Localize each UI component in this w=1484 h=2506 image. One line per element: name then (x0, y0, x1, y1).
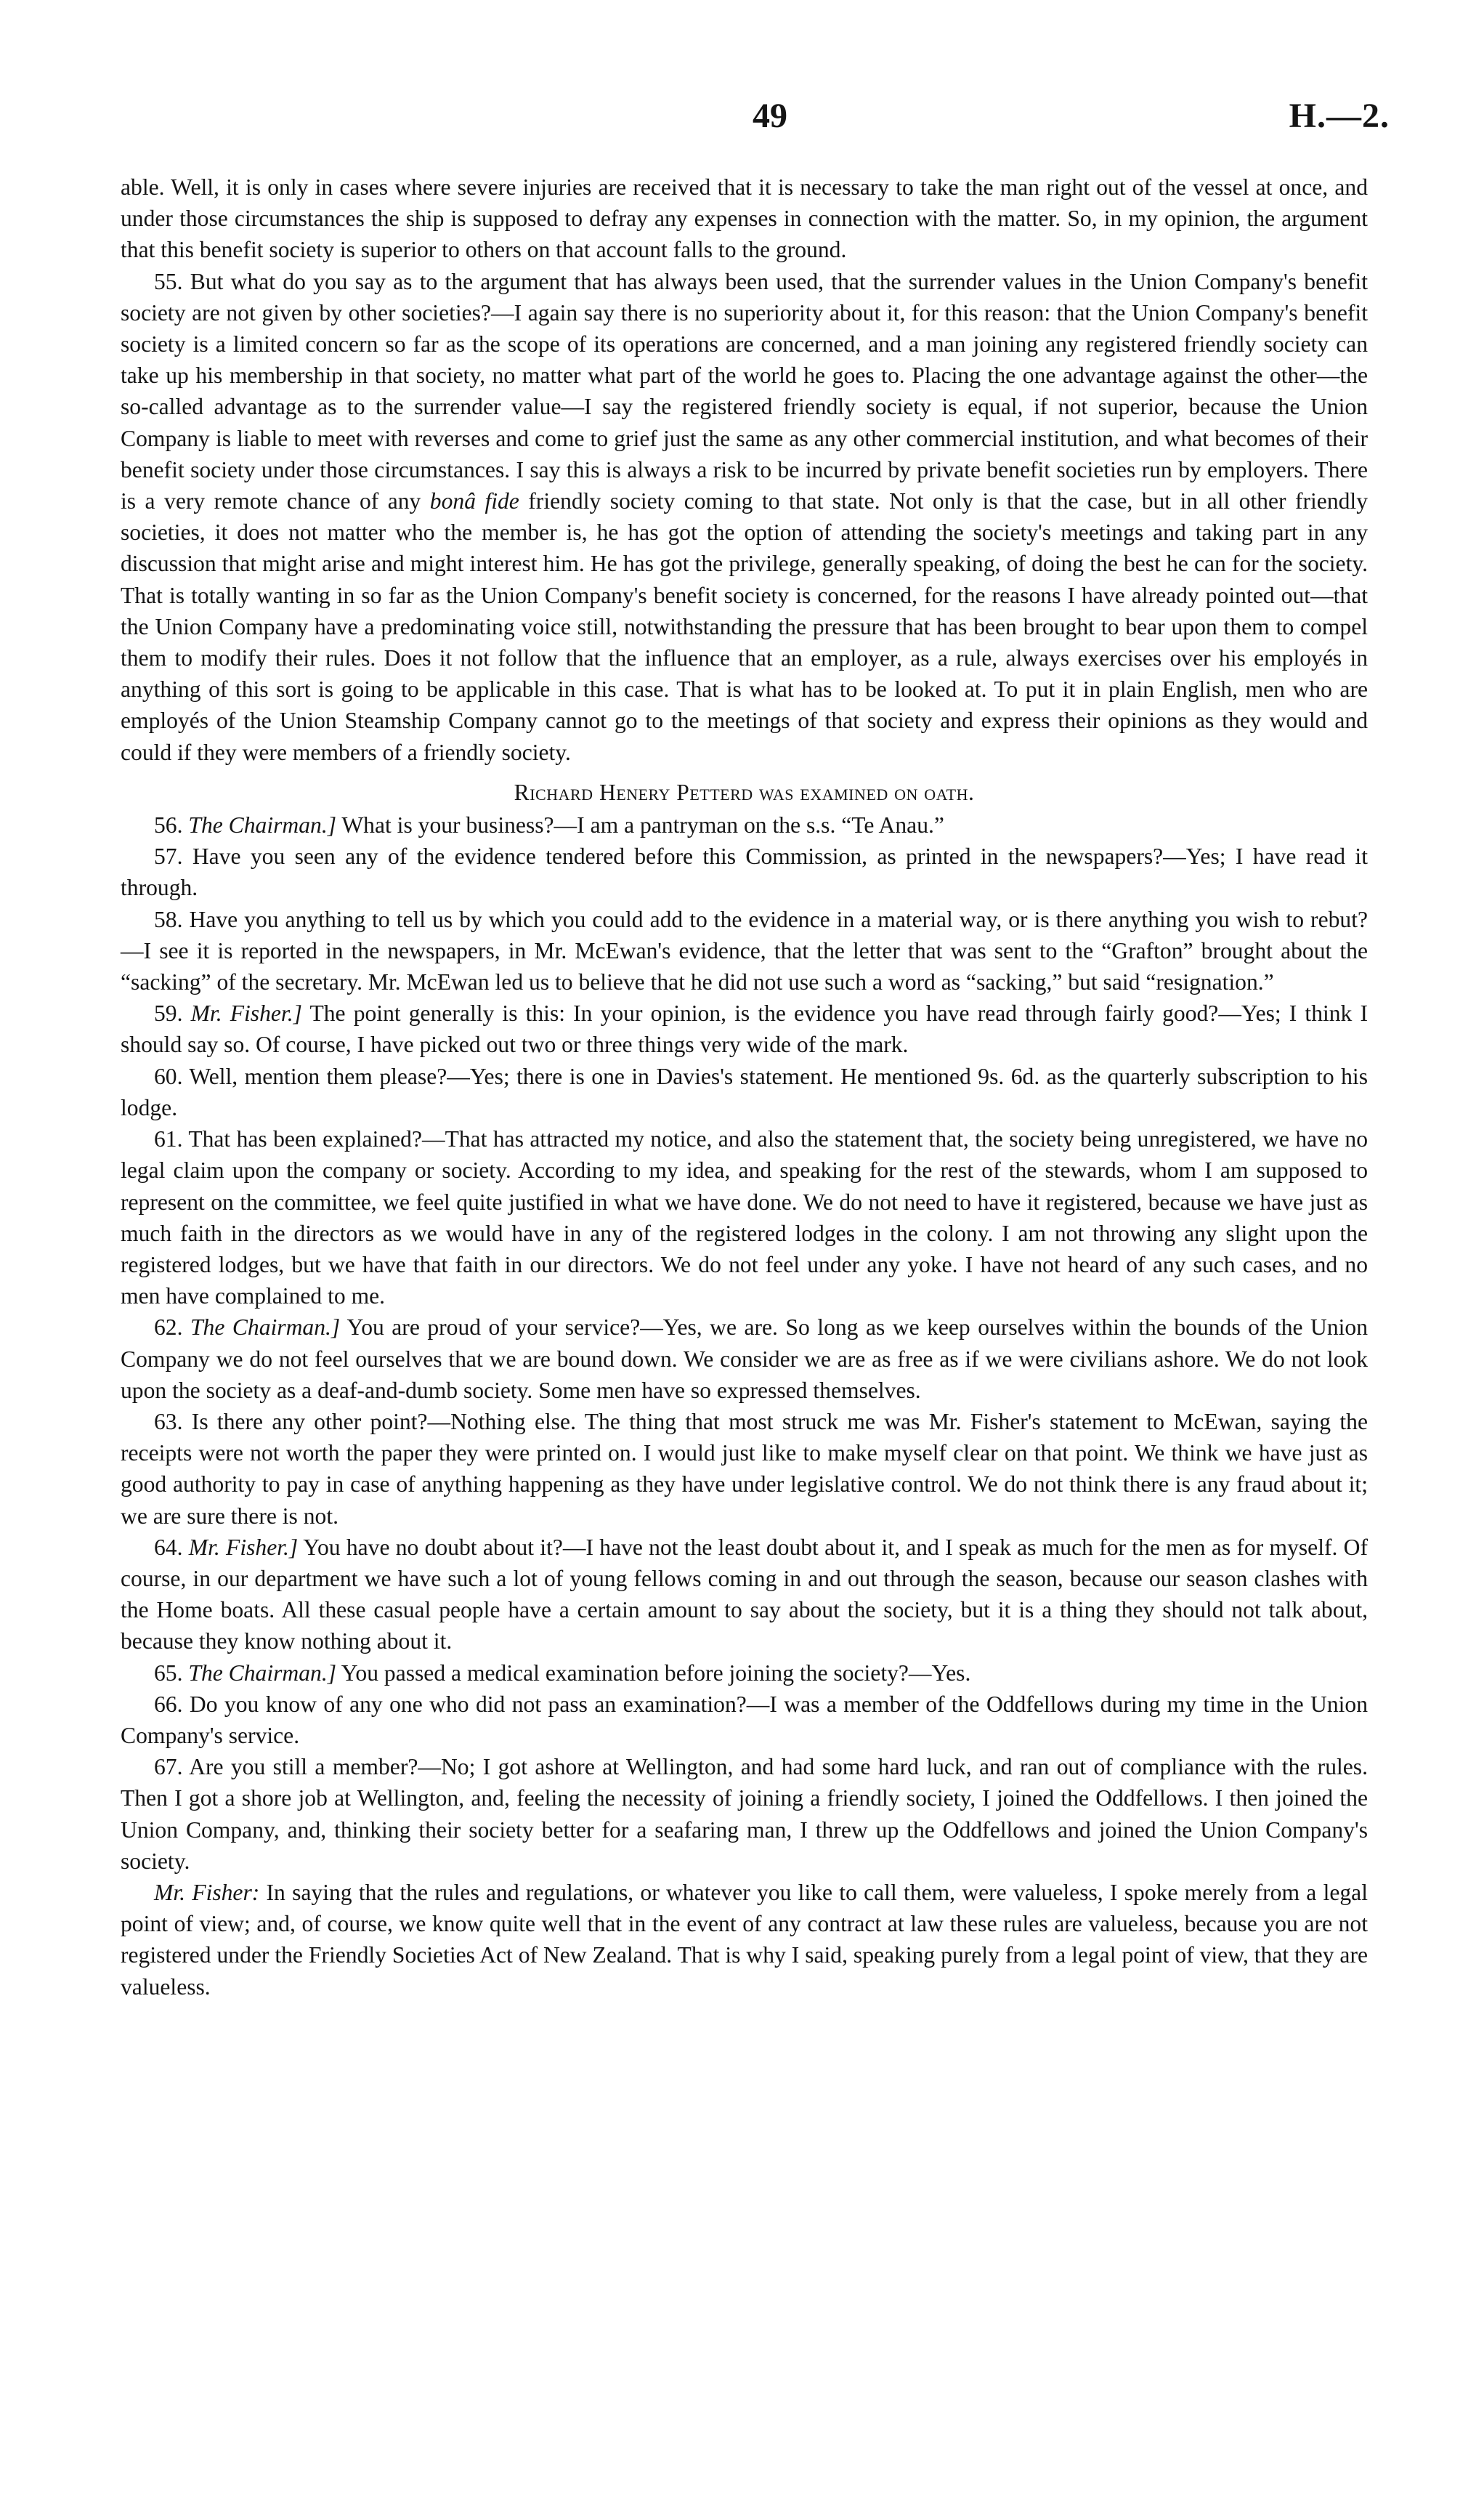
paragraph-55 (121, 266, 1368, 768)
paragraph-text: You passed a medical examination before joining the society?—Yes. (336, 1660, 971, 1686)
paragraph-58 (121, 904, 1368, 998)
page-number: 49 (753, 97, 787, 135)
paragraph-text: 66. Do you know of any one who did not pass an examination?—I was a member of the Oddfellows during my time in the Union Company's service. (121, 1691, 1368, 1748)
paragraph-64 (121, 1532, 1368, 1657)
speaker-label: Mr. Fisher.] (188, 1534, 299, 1560)
speaker-label: The Chairman.] (188, 1660, 337, 1686)
italic-phrase: bonâ fide (429, 488, 519, 514)
document-reference: H.—2. (1289, 97, 1390, 135)
paragraph-text: 55. But what do you say as to the argument that has always been used, that the surrender values in the Union Company's benefit society are not given by other societies?—I again say there is no superiority about it, for this reason: that the Union Company's benefit society is a limited concern so far as the scope of its operations are concerned, and a man joining any registered friendly society can take up his membership in that society, no matter what part of the world he goes to. Placing the one advantage against the other—the so-called advantage as to the surrender value—I say the registered friendly society is equal, if not superior, because the Union Company is liable to meet with reverses and come to grief just the same as any other commercial institution, and what becomes of their benefit society under those circumstances. I say this is always a risk to be incurred by private benefit societies run by employers. There is a very remote chance of any (121, 268, 1368, 514)
speaker-label: The Chairman.] (188, 812, 337, 838)
question-number: 65. (154, 1660, 189, 1686)
paragraph-57 (121, 841, 1368, 903)
paragraph-text: 58. Have you anything to tell us by which you could add to the evidence in a material way, or is there anything you wish to rebut?—I see it is reported in the newspapers, in Mr. McEwan's evidence, that the letter that was sent to the “Grafton” brought about the “sacking” of the secretary. Mr. McEwan led us to believe that he did not use such a word as “sacking,” but said “resignation.” (121, 906, 1368, 995)
document-body (121, 171, 1368, 2002)
paragraph-text: You have no doubt about it?—I have not the least doubt about it, and I speak as much for the men as for myself. Of course, in our department we have such a lot of young fellows coming in and out through the season, because our season clashes with the Home boats. All these casual people have a certain amount to say about the society, but it is a thing they should not talk about, because they know nothing about it. (121, 1534, 1369, 1654)
paragraph-text: 67. Are you still a member?—No; I got ashore at Wellington, and had some hard luck, and ran out of compliance with the rules. Then I got a shore job at Wellington, and, feeling the necessity of joining a friendly society, I joined the Oddfellows. I then joined the Union Company, and, thinking their society better for a seafaring man, I threw up the Oddfellows and joined the Union Company's society. (121, 1754, 1368, 1874)
paragraph-62 (121, 1311, 1368, 1406)
paragraph-60 (121, 1061, 1368, 1123)
paragraph-text: able. Well, it is only in cases where severe injuries are received that it is necessary to take the man right out of the vessel at once, and under those circumstances the ship is supposed to defray any expenses in connection with the matter. So, in my opinion, the argument that this benefit society is superior to others on that account falls to the ground. (121, 174, 1368, 263)
speaker-label: The Chairman.] (190, 1314, 341, 1341)
paragraph-text: What is your business?—I am a pantryman on the s.s. “Te Anau.” (336, 812, 944, 838)
question-number: 64. (154, 1534, 189, 1560)
paragraph-fisher-statement (121, 1877, 1368, 2002)
paragraph-67 (121, 1751, 1368, 1877)
paragraph-text: friendly society coming to that state. Not only is that the case, but in all other friendly societies, it does not matter who the member is, he has got the option of attending the society's meetings and taking part in any discussion that might arise and might interest him. He has got the privilege, generally speaking, of doing the best he can for the society. That is totally wanting in so far as the Union Company's benefit society is concerned, for the reasons I have already pointed out—that the Union Company have a predominating voice still, notwithstanding the pressure that has been brought to bear upon them to compel them to modify their rules. Does it not follow that the influence that an employer, as a rule, always exercises over his employés in anything of this sort is going to be applicable in this case. That is what has to be looked at. To put it in plain English, men who are employés of the Union Steamship Company cannot go to the meetings of that society and express their opinions as they would and could if they were members of a friendly society. (121, 488, 1368, 765)
paragraph-61 (121, 1123, 1368, 1311)
witness-heading: Richard Henery Petterd was examined on oath. (514, 779, 975, 805)
paragraph-text: 61. That has been explained?—That has attracted my notice, and also the statement that, the society being unregistered, we have no legal claim upon the company or society. According to my idea, and speaking for the rest of the stewards, whom I am supposed to represent on the committee, we feel quite justified in what we have done. We do not need to have it registered, because we have just as much faith in the directors as we would have in any of the registered lodges in the colony. I am not throwing any slight upon the registered lodges, but we have that faith in our directors. We do not feel under any yoke. I have not heard of any such cases, and no men have complained to me. (121, 1126, 1368, 1309)
paragraph-text: In saying that the rules and regulations, or whatever you like to call them, were valueless, I spoke merely from a legal point of view; and, of course, we know quite well that in the event of any contract at law these rules are valueless, because you are not registered under the Friendly Societies Act of New Zealand. That is why I said, speaking purely from a legal point of view, that they are valueless. (121, 1879, 1368, 2000)
question-number: 62. (154, 1314, 190, 1341)
paragraph-text: 60. Well, mention them please?—Yes; there is one in Davies's statement. He mentioned 9s. 6d. as the quarterly subscription to his lodge. (121, 1063, 1368, 1120)
question-number: 56. (154, 812, 189, 838)
paragraph-continued (121, 171, 1368, 266)
question-number: 59. (154, 1001, 191, 1027)
paragraph-text: You are proud of your service?—Yes, we are. So long as we keep ourselves within the bounds of the Union Company we do not feel ourselves that we are bound down. We consider we are as free as if we were civilians ashore. We do not look upon the society as a deaf-and-dumb society. Some men have so expressed themselves. (121, 1314, 1368, 1403)
speaker-label: Mr. Fisher.] (190, 1001, 302, 1027)
paragraph-text: 63. Is there any other point?—Nothing else. The thing that most struck me was Mr. Fisher's statement to McEwan, saying the receipts were not worth the paper they were printed on. I would just like to make myself clear on that point. We think we have just as good authority to pay in case of anything happening as they have under legislative control. We do not think there is any fraud about it; we are sure there is not. (121, 1408, 1368, 1529)
paragraph-65 (121, 1657, 1368, 1689)
paragraph-text: 57. Have you seen any of the evidence tendered before this Commission, as printed in the newspapers?—Yes; I have read it through. (121, 844, 1368, 901)
paragraph-56 (121, 809, 1368, 841)
paragraph-66 (121, 1689, 1368, 1751)
speaker-label: Mr. Fisher: (154, 1879, 260, 1905)
paragraph-63 (121, 1406, 1368, 1532)
paragraph-59 (121, 998, 1368, 1060)
paragraph-text: The point generally is this: In your opinion, is the evidence you have read through fairly good?—Yes; I think I should say so. Of course, I have picked out two or three things very wide of the mark. (121, 1001, 1368, 1058)
